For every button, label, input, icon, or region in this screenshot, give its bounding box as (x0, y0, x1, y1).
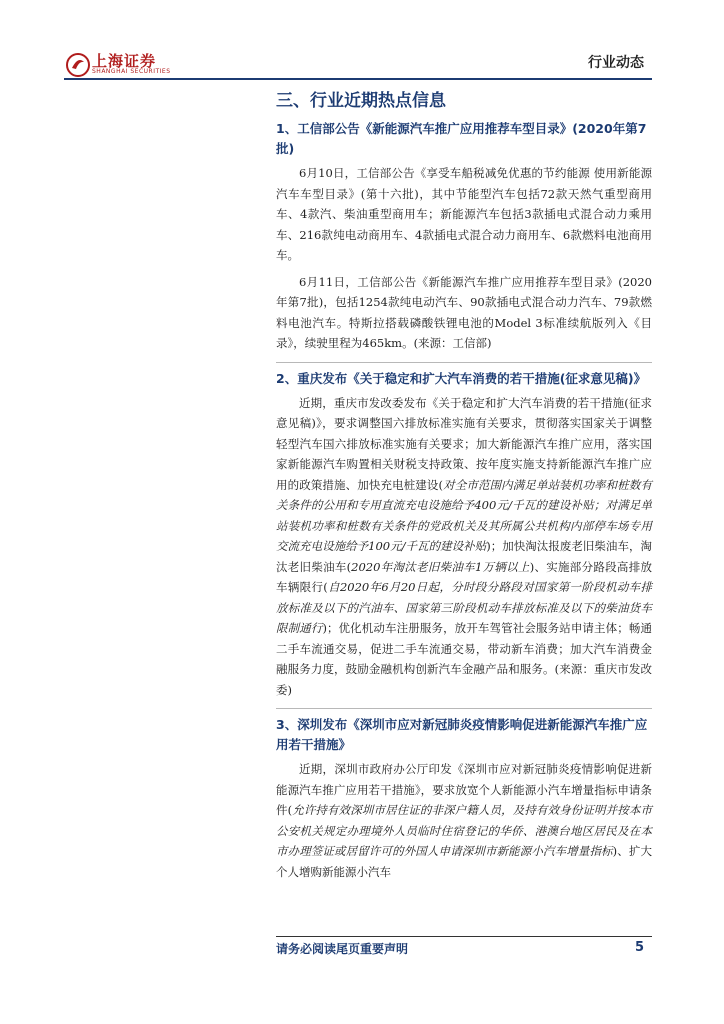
item-3-italic-a: 允许持有效深圳市居住证的非深户籍人员，及持有效身份证明并按本市公安机关规定办理境外人员临时住宿登记的华侨、港澳台地区居民及在本市办理签证或居留许可的外国人申请深圳市新能源小汽车增量指标 (276, 803, 652, 858)
page-header (0, 0, 724, 80)
item-2-italic-c: 自2020年6月20日起，分时段分路段对国家第一阶段机动车排放标准及以下的汽油车、国家第三阶段机动车排放标准及以下的柴油货车限制通行 (276, 580, 652, 635)
page-title: 三、行业近期热点信息 (276, 91, 446, 111)
item-1-title: 1、工信部公告《新能源汽车推广应用推荐车型目录》(2020年第7批) (276, 121, 647, 156)
main-content (276, 86, 652, 888)
item-3-title: 3、深圳发布《深圳市应对新冠肺炎疫情影响促进新能源汽车推广应用若干措施》 (276, 717, 648, 752)
section-label: 行业动态 (588, 55, 644, 71)
item-2-italic-b: 2020年淘汰老旧柴油车1万辆以上 (351, 559, 530, 574)
item-2-text-d: )；优化机动车注册服务，放开车驾管社会服务站申请主体；畅通二手车流通交易，促进二手车流通交易，带动新车消费；加大汽车消费金融服务力度，鼓励金融机构创新汽车金融产品和服务。(来源：重庆市发改委) (276, 621, 652, 697)
item-3-paragraph (276, 759, 652, 882)
item-2-text-a: 近期，重庆市发改委发布《关于稳定和扩大汽车消费的若干措施(征求意见稿)》，要求调整国六排放标准实施有关要求，贯彻落实国家关于调整轻型汽车国六排放标准实施有关要求；加大新能源汽车推广应用，落实国家新能源汽车购置相关财税支持政策、按年度实施支持新能源汽车推广应用的政策措施、加快充电桩建设( (276, 395, 652, 492)
item-1-paragraph-2: 6月11日，工信部公告《新能源汽车推广应用推荐车型目录》(2020年第7批)，包括1254款纯电动汽车、90款插电式混合动力汽车、79款燃料电池汽车。特斯拉搭载磷酸铁锂电池的Model 3标准续航版列入《目录》，续驶里程为465km。(来源：工信部) (276, 274, 652, 350)
item-2-italic-a: 对全市范围内满足单站装机功率和桩数有关条件的公用和专用直流充电设施给予400元/千瓦的建设补贴；对满足单站装机功率和桩数有关条件的党政机关及其所属公共机构内部停车场专用交流充电设施给予100元/千瓦的建设补贴 (276, 477, 652, 553)
logo-subtext: SHANGHAI SECURITIES (92, 68, 171, 75)
item-2-title: 2、重庆发布《关于稳定和扩大汽车消费的若干措施(征求意见稿)》 (276, 370, 647, 386)
item-3-text-a: 近期，深圳市政府办公厅印发《深圳市应对新冠肺炎疫情影响促进新能源汽车推广应用若干措施》，要求放宽个人新能源小汽车增量指标申请条件( (276, 762, 652, 817)
item-3-text-b: )、扩大个人增购新能源小汽车 (276, 844, 652, 879)
item-2-text-c: )、实施部分路段高排放车辆限行( (276, 559, 652, 594)
header-rule (64, 78, 652, 80)
footer-disclaimer-note: 请务必阅读尾页重要声明 (276, 942, 409, 956)
footer-rule (276, 936, 652, 937)
section-divider (276, 708, 652, 709)
section-divider (276, 362, 652, 363)
item-1-paragraph-1: 6月10日，工信部公告《享受车船税减免优惠的节约能源 使用新能源汽车车型目录》(第十六批)，其中节能型汽车包括72款天然气重型商用车、4款汽、柴油重型商用车；新能源汽车包括3款插电式混合动力乘用车、216款纯电动商用车、4款插电式混合动力商用车、6款燃料电池商用车。 (276, 166, 652, 262)
page-number: 5 (634, 940, 644, 955)
item-2-text-b: )；加快淘汰报废老旧柴油车，淘汰老旧柴油车( (276, 539, 652, 574)
logo-text: 上海证券 (92, 52, 157, 70)
item-2-paragraph (276, 393, 652, 701)
